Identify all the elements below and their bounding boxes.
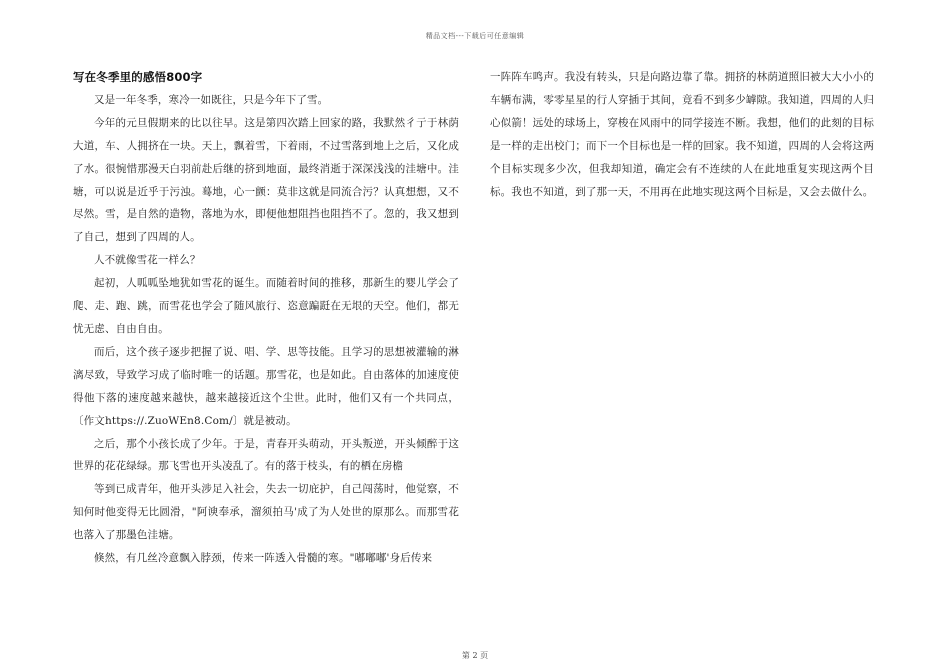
paragraph: 而后，这个孩子逐步把握了说、唱、学、思等技能。且学习的思想被灌输的淋漓尽致，导致学习成了临时唯一的话题。那雪花，也是如此。自由落体的加速度使得他下落的速度越来越快，越来越接近这个尘世。此时，他们又有一个共同点，〔作文https://.ZuoWEn8.Com/〕就是被动。 [73,345,459,427]
paragraph: 等到已成青年，他开头涉足入社会，失去一切庇护，自己闯荡时，他觉察，不知何时他变得无比圆滑，"阿谀奉承，溜须拍马'成了为人处世的原那么。而那雪花也落入了那墨色洼塘。 [73,483,459,542]
page-header: 精品文档---下载后可任意编辑 [425,32,525,40]
left-column [73,66,459,570]
paragraph-continuation: 一阵阵车鸣声。我没有转头，只是向路边靠了靠。拥挤的林荫道照旧被大大小小的车辆布满，零零星星的行人穿插于其间，竟看不到多少罅隙。我知道，四周的人归心似箭！远处的球场上，穿梭在风雨中的同学接连不断。我想，他们的此刻的目标是一样的走出校门；而下一个目标也是一样的回家。我不知道，四周的人会将这两个目标实现多少次，但我却知道，确定会有不连续的人在此地重复实现这两个目标。我也不知道，到了那一天，不用再在此地实现这两个目标是，又会去做什么。 [490,71,874,198]
paragraph: 今年的元旦假期来的比以往早。这是第四次踏上回家的路，我默然彳亍于林荫大道，车、人拥挤在一块。天上，飘着雪，下着雨，不过雪落到地上之后，又化成了水。很惋惜那漫天白羽前赴后继的挤到地面，最终消逝于深深浅浅的洼塘中。洼塘，可以说是近乎于污浊。蓦地，心一颤：莫非这就是同流合污？认真想想，又不尽然。雪，是自然的造物，落地为水，即便他想阻挡也阻挡不了。忽的，我又想到了自己，想到了四周的人。 [73,116,459,244]
paragraph: 起初，人呱呱坠地犹如雪花的诞生。而随着时间的推移，那新生的婴儿学会了爬、走、跑、跳，而雪花也学会了随风旅行、恣意蹁跹在无垠的天空。他们，都无忧无虑、自由自由。 [73,277,459,335]
paragraph: 之后，那个小孩长成了少年。于是，青春开头萌动，开头叛逆，开头倾醉于这世界的花花绿绿。那飞雪也开头凌乱了。有的落于枝头，有的栖在房檐 [73,437,459,473]
right-column [490,66,874,203]
page-number: 第 2 页 [461,651,489,660]
paragraph: 又是一年冬季，寒冷一如既往，只是今年下了雪。 [94,93,329,106]
paragraph: 倏然，有几丝冷意飘入脖颈，传来一阵透入骨髓的寒。"嘟嘟嘟'身后传来 [94,552,433,565]
paragraph: 人不就像雪花一样么？ [94,254,201,267]
article-title: 写在冬季里的感悟800字 [73,70,203,84]
